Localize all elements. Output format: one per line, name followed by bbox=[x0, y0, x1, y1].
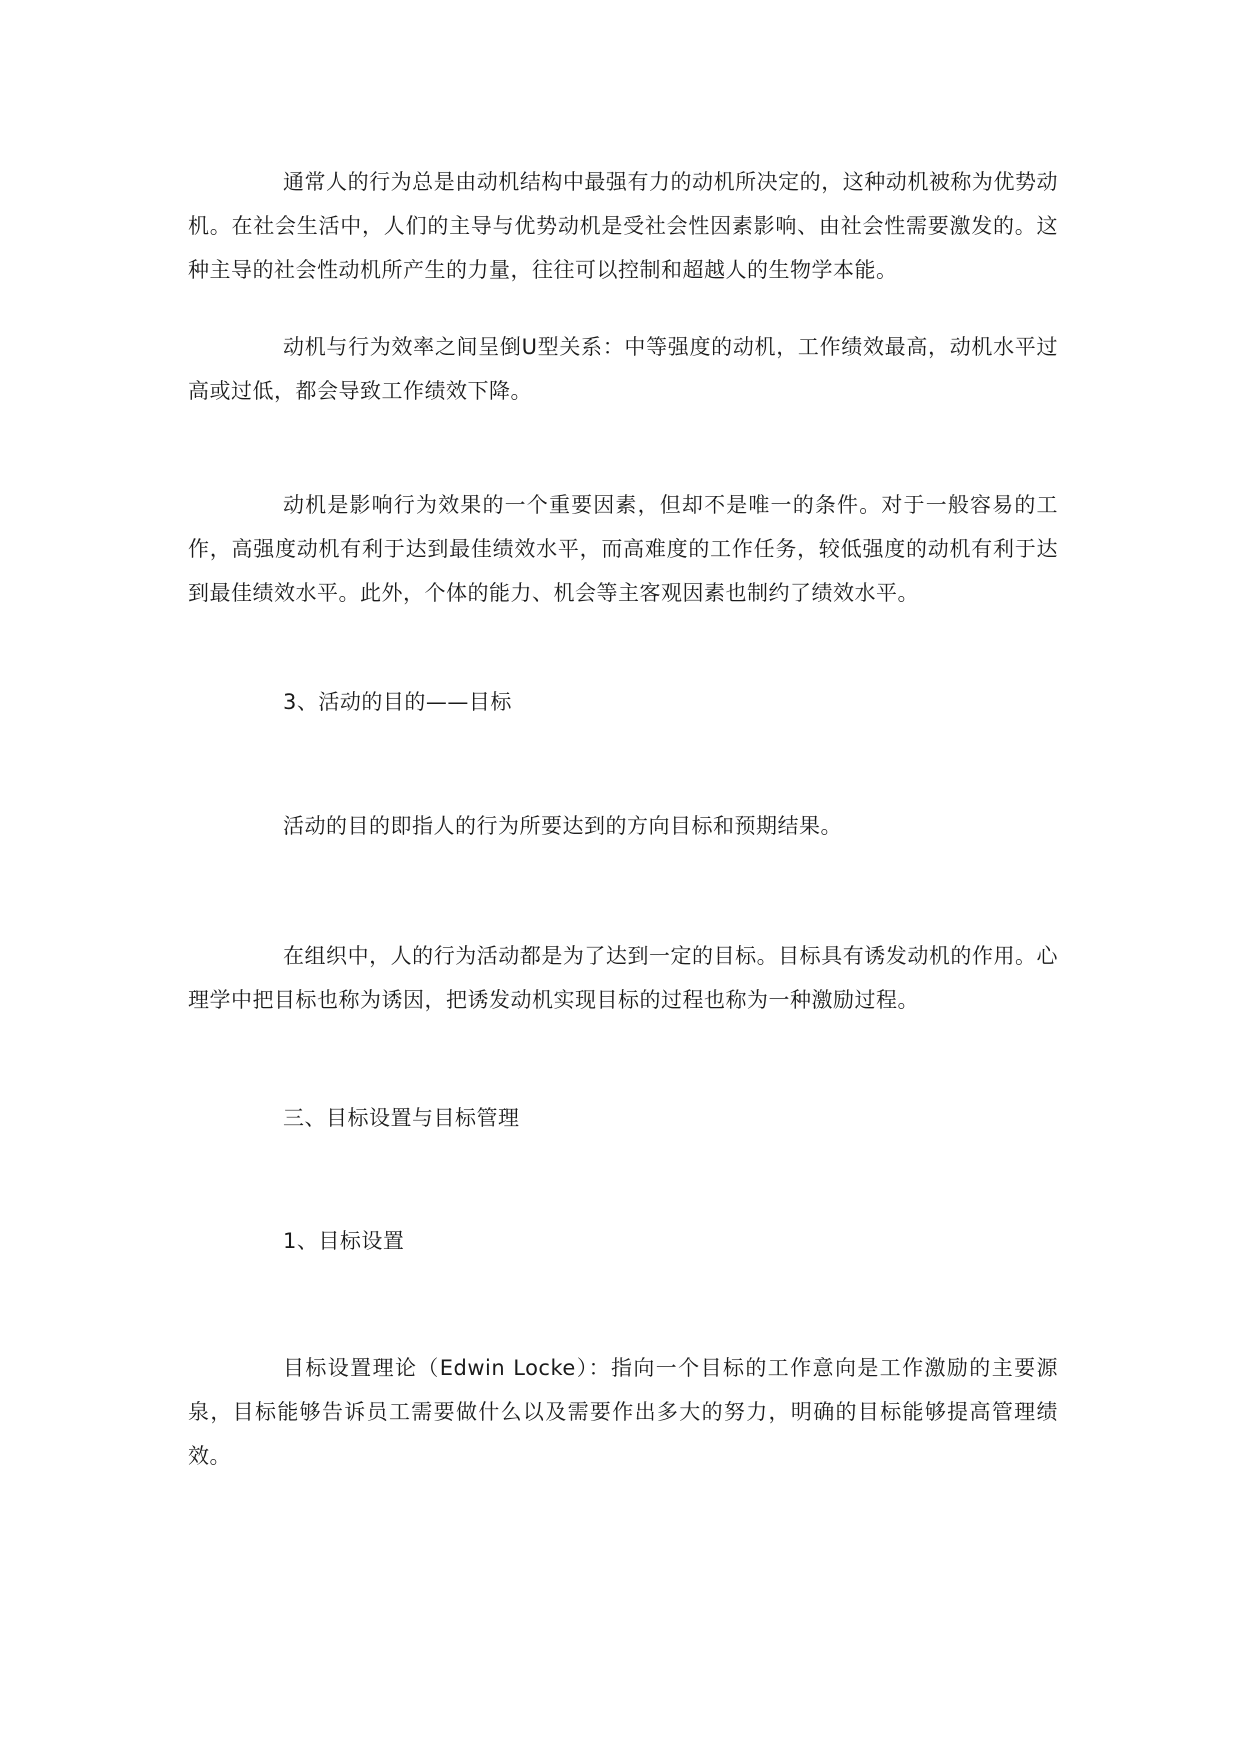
paragraph-inverted-u: 动机与行为效率之间呈倒U型关系：中等强度的动机，工作绩效最高，动机水平过高或过低，都会导致工作绩效下降。 bbox=[188, 335, 1058, 403]
paragraph-goal-setting-theory: 目标设置理论（Edwin Locke）：指向一个目标的工作意向是工作激励的主要源泉，目标能够告诉员工需要做什么以及需要作出多大的努力，明确的目标能够提高管理绩效。 bbox=[188, 1356, 1058, 1468]
paragraph-goal-definition: 活动的目的即指人的行为所要达到的方向目标和预期结果。 bbox=[283, 814, 842, 838]
paragraph-goal-incentive: 在组织中，人的行为活动都是为了达到一定的目标。目标具有诱发动机的作用。心理学中把目标也称为诱因，把诱发动机实现目标的过程也称为一种激励过程。 bbox=[188, 944, 1058, 1012]
paragraph-dominant-motive: 通常人的行为总是由动机结构中最强有力的动机所决定的，这种动机被称为优势动机。在社会生活中，人们的主导与优势动机是受社会性因素影响、由社会性需要激发的。这种主导的社会性动机所产生的力量，往往可以控制和超越人的生物学本能。 bbox=[188, 170, 1058, 282]
section-heading-goal-setting: 1、目标设置 bbox=[283, 1229, 405, 1253]
section-heading-goal-setting-management: 三、目标设置与目标管理 bbox=[283, 1106, 520, 1130]
paragraph-motive-factor: 动机是影响行为效果的一个重要因素，但却不是唯一的条件。对于一般容易的工作，高强度动机有利于达到最佳绩效水平，而高难度的工作任务，较低强度的动机有利于达到最佳绩效水平。此外，个体的能力、机会等主客观因素也制约了绩效水平。 bbox=[188, 493, 1058, 605]
section-heading-activity-goal: 3、活动的目的——目标 bbox=[283, 690, 512, 714]
